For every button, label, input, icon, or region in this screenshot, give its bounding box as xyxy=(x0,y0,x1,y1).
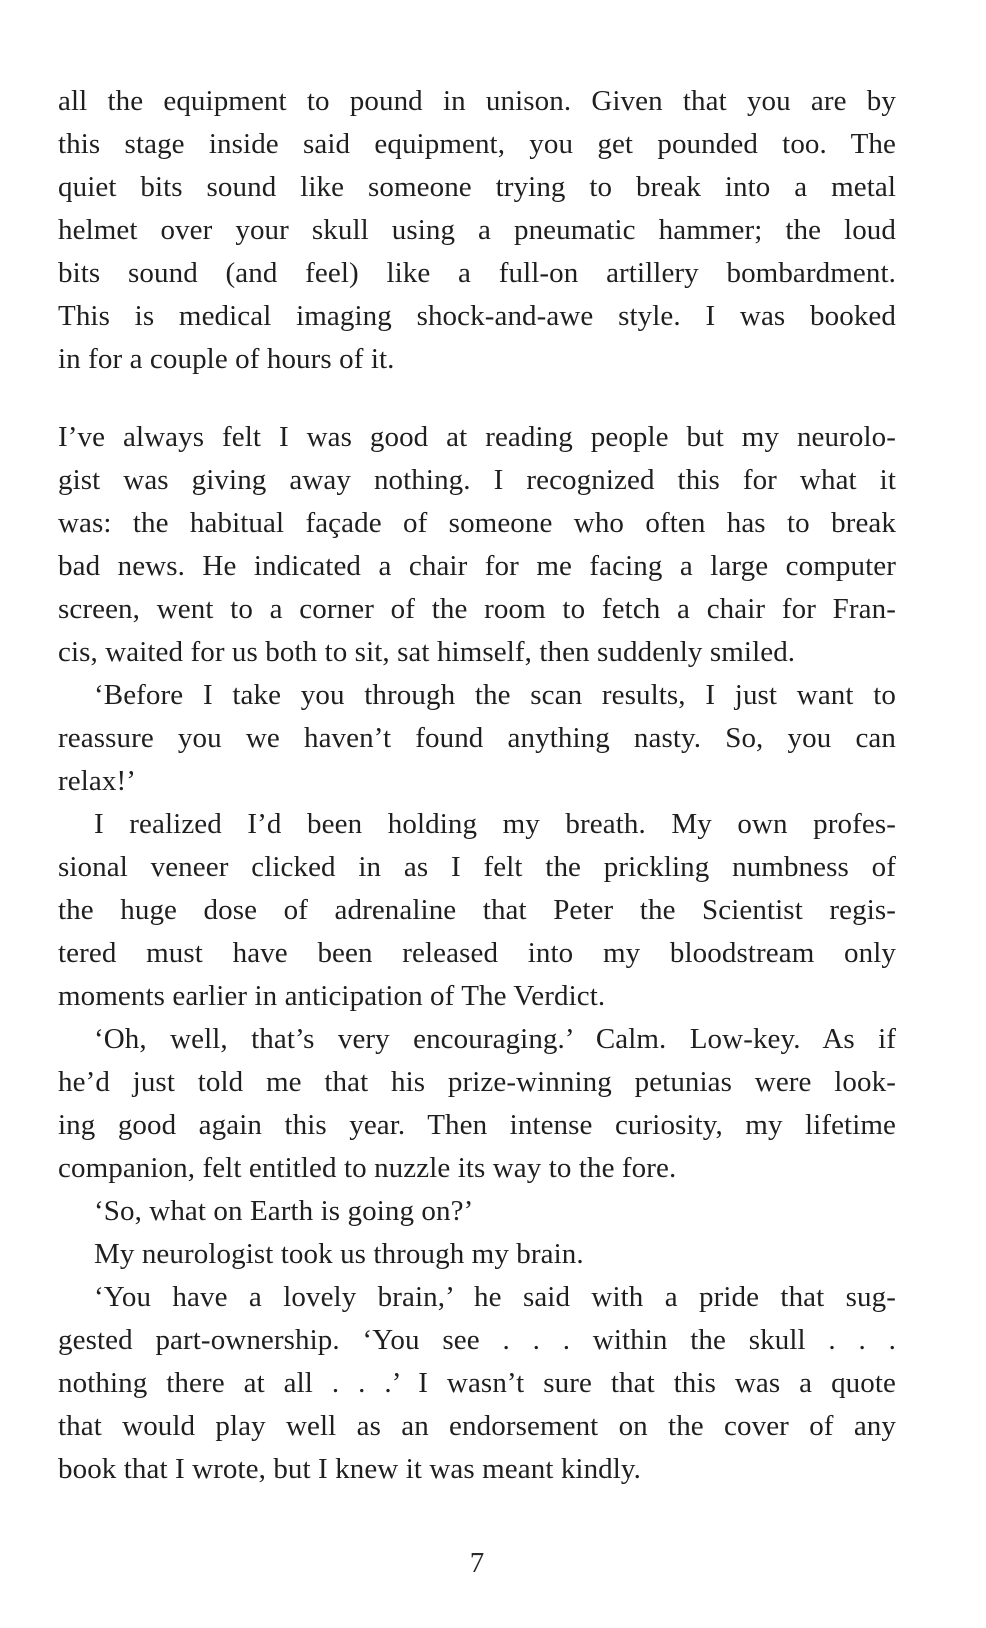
paragraph xyxy=(58,1018,896,1190)
text-line: bits sound (and feel) like a full-on artillery bombardment. xyxy=(58,257,896,289)
text-line: bad news. He indicated a chair for me facing a large computer xyxy=(58,550,896,582)
text-line: quiet bits sound like someone trying to break into a metal xyxy=(58,171,896,203)
text-line: he’d just told me that his prize-winning petunias were look- xyxy=(58,1066,896,1098)
text-line: in for a couple of hours of it. xyxy=(58,343,395,375)
text-line: that would play well as an endorsement on the cover of any xyxy=(58,1410,896,1442)
text-line: helmet over your skull using a pneumatic hammer; the loud xyxy=(58,214,896,246)
paragraph xyxy=(58,803,896,1018)
text-line: was: the habitual façade of someone who often has to break xyxy=(58,507,896,539)
text-line: This is medical imaging shock-and-awe style. I was booked xyxy=(58,300,896,332)
text-line: tered must have been released into my bloodstream only xyxy=(58,937,896,969)
text-block xyxy=(58,80,896,1491)
text-line: ‘Before I take you through the scan results, I just want to xyxy=(94,679,896,711)
text-line: gist was giving away nothing. I recognized this for what it xyxy=(58,464,896,496)
text-line: nothing there at all . . .’ I wasn’t sure that this was a quote xyxy=(58,1367,896,1399)
paragraph xyxy=(58,674,896,803)
text-line: ‘So, what on Earth is going on?’ xyxy=(94,1195,474,1227)
text-line: cis, waited for us both to sit, sat himself, then suddenly smiled. xyxy=(58,636,796,668)
text-line: sional veneer clicked in as I felt the prickling numbness of xyxy=(58,851,896,883)
text-line: the huge dose of adrenaline that Peter the Scientist regis- xyxy=(58,894,896,926)
text-line: reassure you we haven’t found anything nasty. So, you can xyxy=(58,722,896,754)
text-line: all the equipment to pound in unison. Given that you are by xyxy=(58,85,896,117)
text-line: ‘You have a lovely brain,’ he said with a pride that sug- xyxy=(94,1281,896,1313)
text-line: gested part-ownership. ‘You see . . . within the skull . . . xyxy=(58,1324,896,1356)
text-line: book that I wrote, but I knew it was meant kindly. xyxy=(58,1453,642,1485)
paragraph xyxy=(58,80,896,381)
paragraph xyxy=(58,1233,896,1276)
text-line: screen, went to a corner of the room to fetch a chair for Fran- xyxy=(58,593,896,625)
paragraph xyxy=(58,1276,896,1491)
page-number: 7 xyxy=(469,1547,485,1579)
text-line: I’ve always felt I was good at reading people but my neurolo- xyxy=(58,421,896,453)
paragraph xyxy=(58,416,896,674)
text-line: companion, felt entitled to nuzzle its way to the fore. xyxy=(58,1152,677,1184)
text-line: this stage inside said equipment, you get pounded too. The xyxy=(58,128,896,160)
text-line: ‘Oh, well, that’s very encouraging.’ Calm. Low-key. As if xyxy=(94,1023,896,1055)
text-line: relax!’ xyxy=(58,765,136,797)
text-line: I realized I’d been holding my breath. My own profes- xyxy=(94,808,896,840)
text-line: ing good again this year. Then intense curiosity, my lifetime xyxy=(58,1109,896,1141)
text-line: moments earlier in anticipation of The Verdict. xyxy=(58,980,606,1012)
text-line: My neurologist took us through my brain. xyxy=(94,1238,584,1270)
paragraph xyxy=(58,1190,896,1233)
